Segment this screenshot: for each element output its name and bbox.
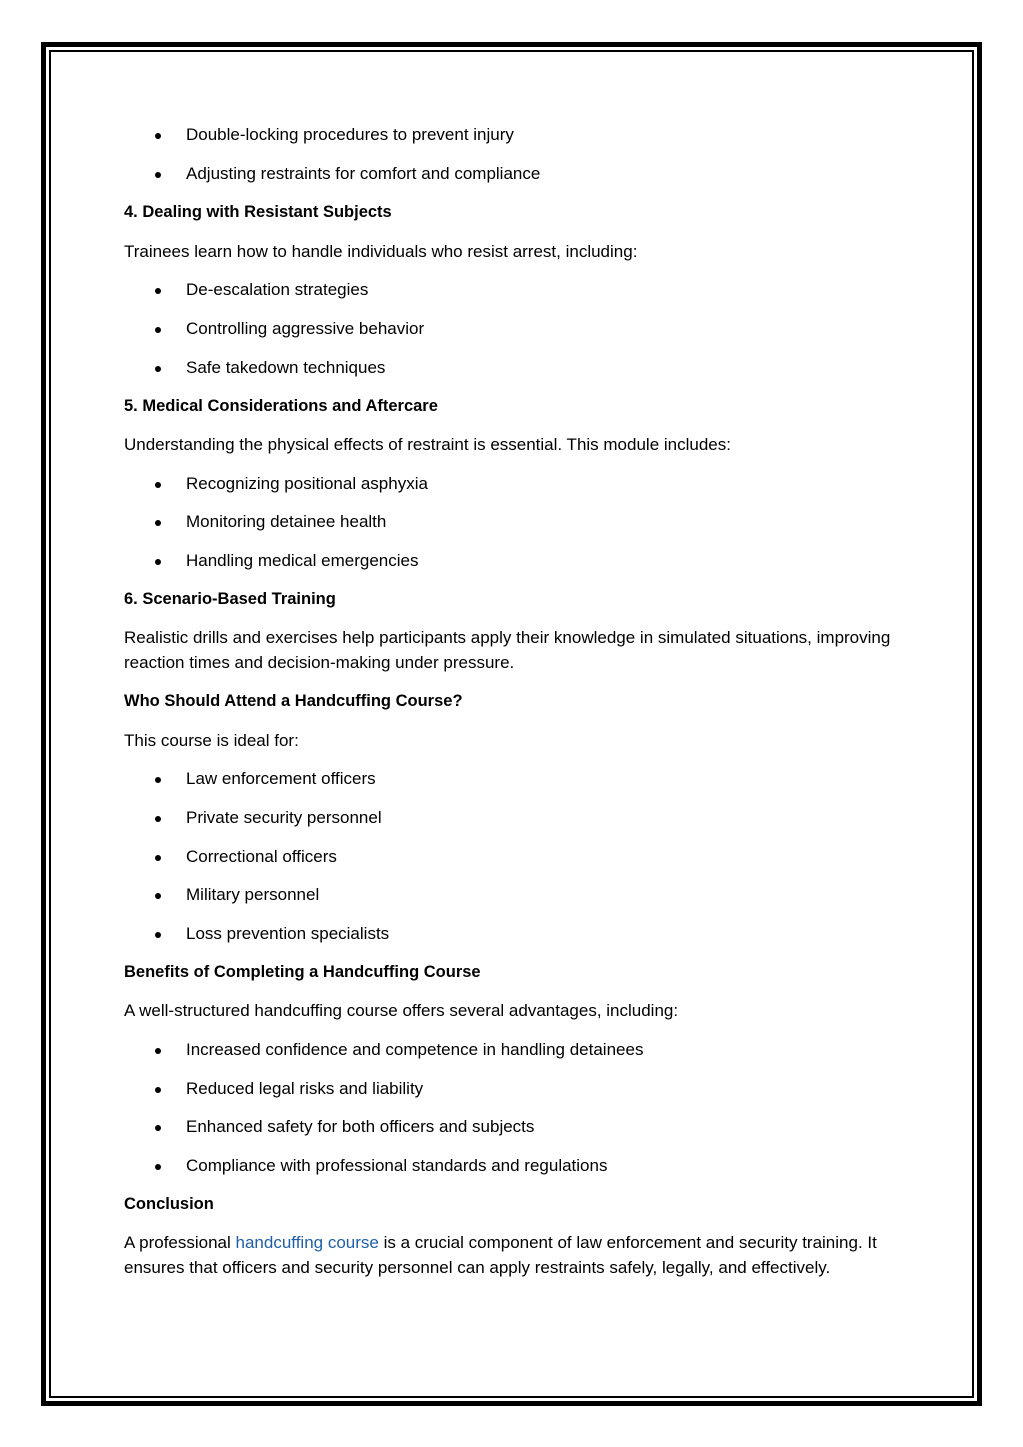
list-item: Adjusting restraints for comfort and compliance [186, 164, 541, 183]
list-item: De-escalation strategies [186, 280, 369, 299]
bullet-icon [155, 816, 161, 822]
bullet-icon [155, 520, 161, 526]
bullet-icon [155, 855, 161, 861]
bullet-icon [155, 1087, 161, 1093]
bullet-icon [155, 777, 161, 783]
bullet-icon [155, 1125, 161, 1131]
bullet-icon [155, 366, 161, 372]
bullet-icon [155, 482, 161, 488]
paragraph: A well-structured handcuffing course offers several advantages, including: [124, 1001, 679, 1020]
bullet-icon [155, 559, 161, 565]
section-heading: Conclusion [124, 1195, 214, 1213]
list-item: Private security personnel [186, 808, 382, 827]
section-heading: 5. Medical Considerations and Aftercare [124, 397, 438, 415]
list-item: Safe takedown techniques [186, 358, 386, 377]
bullet-icon [155, 1048, 161, 1054]
paragraph: Understanding the physical effects of restraint is essential. This module includes: [124, 435, 731, 454]
list-item: Correctional officers [186, 847, 337, 866]
bullet-icon [155, 288, 161, 294]
list-item: Handling medical emergencies [186, 551, 419, 570]
section-heading: 4. Dealing with Resistant Subjects [124, 203, 392, 221]
section-heading: Benefits of Completing a Handcuffing Course [124, 963, 481, 981]
bullet-icon [155, 1164, 161, 1170]
list-item: Military personnel [186, 885, 320, 904]
list-item: Law enforcement officers [186, 769, 376, 788]
list-item: Increased confidence and competence in handling detainees [186, 1040, 644, 1059]
bullet-icon [155, 172, 161, 178]
handcuffing-course-link[interactable]: handcuffing course [235, 1233, 379, 1252]
section-heading: Who Should Attend a Handcuffing Course? [124, 692, 463, 710]
list-item: Monitoring detainee health [186, 512, 387, 531]
bullet-icon [155, 327, 161, 333]
list-item: Controlling aggressive behavior [186, 319, 425, 338]
list-item: Double-locking procedures to prevent injury [186, 125, 514, 144]
list-item: Compliance with professional standards and regulations [186, 1156, 608, 1175]
paragraph: Realistic drills and exercises help participants apply their knowledge in simulated situations, improving reaction times and decision-making under pressure. [124, 628, 891, 672]
conclusion-text-before: A professional [124, 1233, 236, 1252]
list-item: Reduced legal risks and liability [186, 1079, 424, 1098]
section-heading: 6. Scenario-Based Training [124, 590, 336, 608]
paragraph: Trainees learn how to handle individuals who resist arrest, including: [124, 242, 638, 261]
paragraph: This course is ideal for: [124, 731, 299, 750]
bullet-icon [155, 893, 161, 899]
conclusion-paragraph [124, 1230, 914, 1280]
bullet-icon [155, 133, 161, 139]
conclusion-text-after: is a crucial component of law enforcement and security training. It ensures that officers and security personnel can apply restraints safely, legally, and effectively. [124, 1233, 877, 1277]
list-item: Recognizing positional asphyxia [186, 474, 428, 493]
list-item: Loss prevention specialists [186, 924, 390, 943]
list-item: Enhanced safety for both officers and subjects [186, 1117, 535, 1136]
bullet-icon [155, 932, 161, 938]
